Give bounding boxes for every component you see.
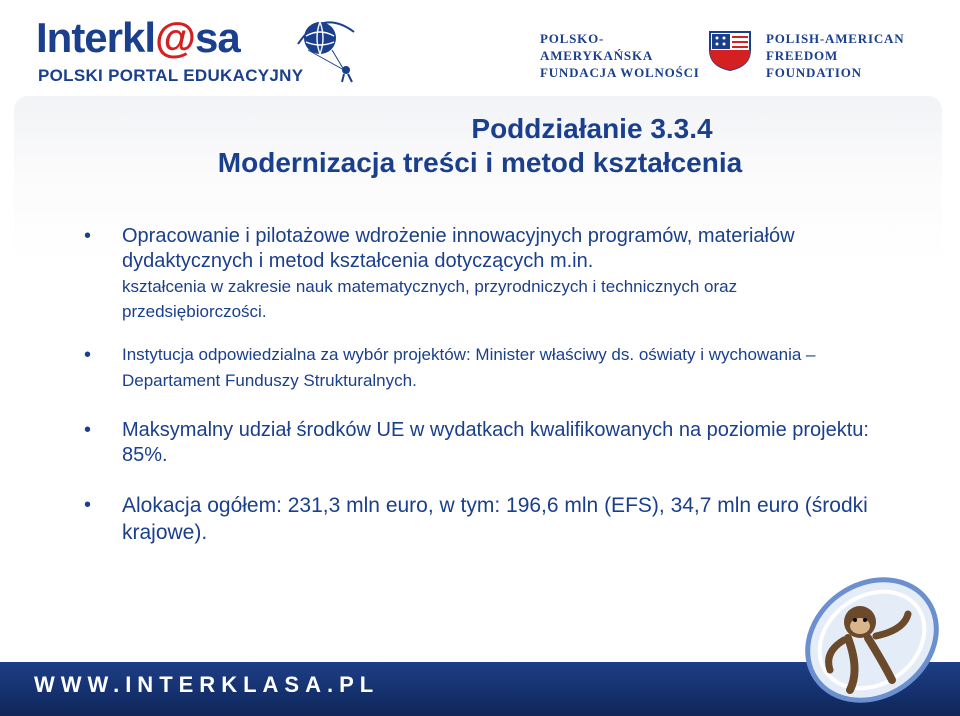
logo-wordmark: Interkl@sa [36,14,240,61]
list-item-text: Opracowanie i pilotażowe wdrożenie innowacyjnych programów, materiałów dydaktycznych i metod kształcenia dotyczących m.in. [122,225,795,272]
bullet-icon: • [84,419,92,441]
pafw-pl-line1: POLSKO-AMERYKAŃSKA [540,31,654,63]
pafw-english-name [766,30,936,81]
list-item-text: Alokacja ogółem: 231,3 mln euro, w tym: 196,6 mln (EFS), 34,7 mln euro (środki krajowe). [122,494,868,544]
list-item [84,342,884,394]
pafw-en-line2: FREEDOM FOUNDATION [766,48,862,80]
footer-url[interactable]: WWW.INTERKLASA.PL [34,672,380,697]
flag-emblem-icon [706,28,754,72]
bullet-icon: • [84,225,92,247]
header [0,0,960,90]
bullet-icon: • [84,344,92,366]
pafw-en-line1: POLISH-AMERICAN [766,31,905,46]
monkey-mascot-icon [788,560,948,710]
pafw-logo[interactable] [540,28,930,80]
logo-tagline: POLSKI PORTAL EDUKACYJNY [38,66,304,85]
list-item-text: Maksymalny udział środków UE w wydatkach kwalifikowanych na poziomie projektu: 85%. [122,419,869,466]
pafw-polish-name [540,30,700,81]
list-item [84,224,884,324]
pafw-pl-line2: FUNDACJA WOLNOŚCI [540,65,700,80]
slide-title-line2: Modernizacja treści i metod kształcenia [217,147,743,178]
slide-title-line1: Poddziałanie 3.3.4 [471,113,713,144]
list-item-text: Instytucja odpowiedzialna za wybór projektów: Minister właściwy ds. oświaty i wychowania –Departament Funduszy Strukturalnych. [122,345,816,390]
interklasa-logo[interactable] [30,8,370,88]
list-item [84,492,884,546]
list-item-subtext: kształcenia w zakresie nauk matematycznych, przyrodniczych i technicznych oraz przedsiębiorczości. [122,277,738,321]
bullet-list [84,224,884,546]
bullet-icon: • [84,494,92,516]
slide-title [0,112,960,180]
list-item [84,418,884,468]
